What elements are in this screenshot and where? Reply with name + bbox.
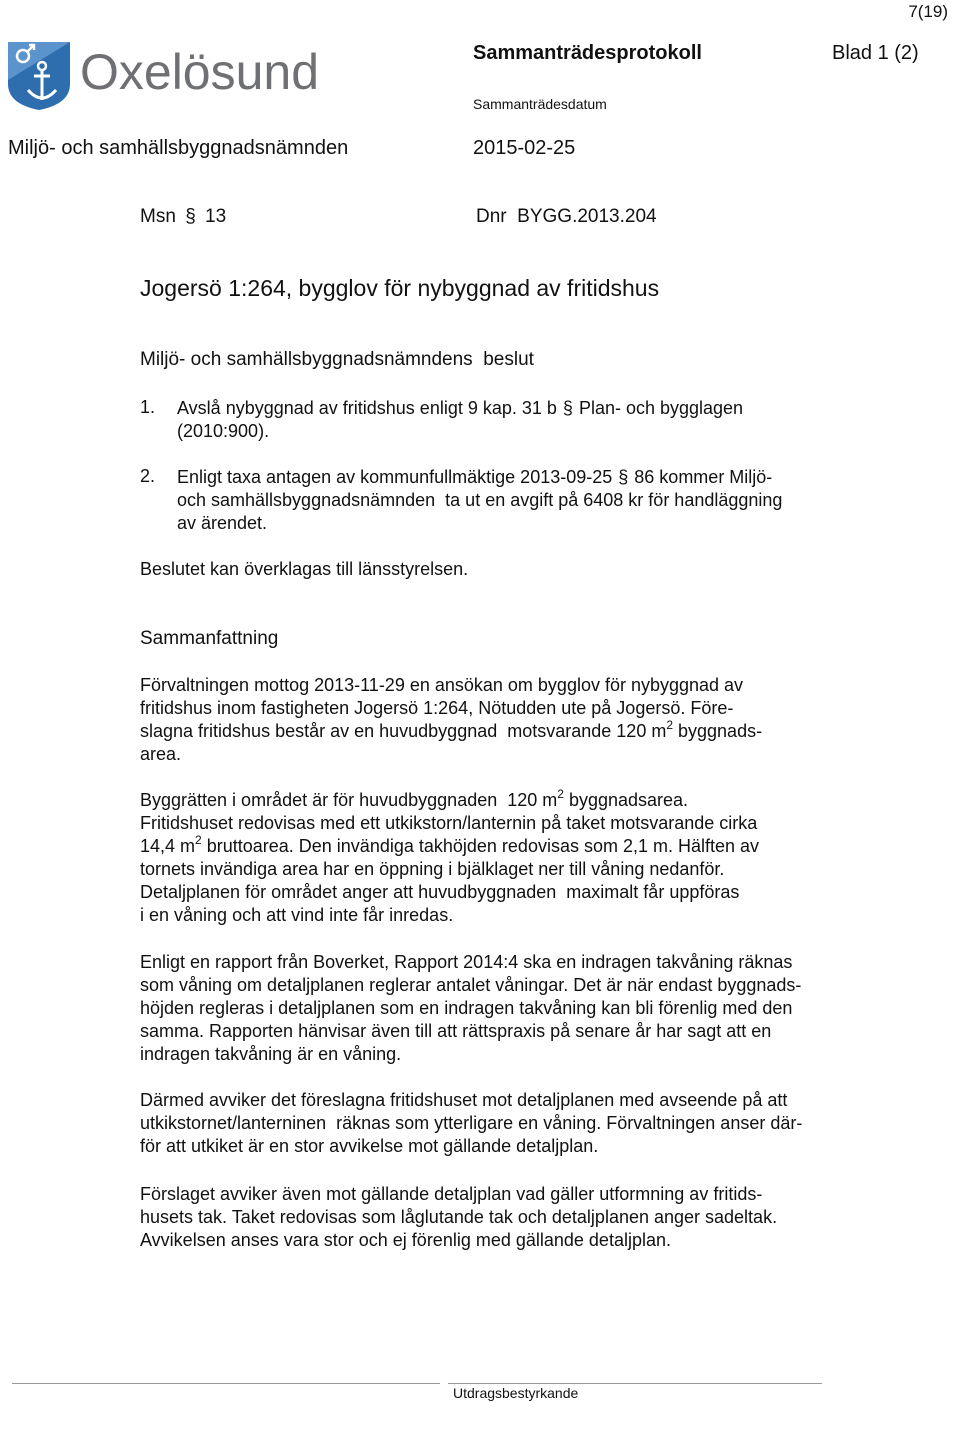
decision-item-text: Enligt taxa antagen av kommunfullmäktige 2013-09-25 (177, 467, 613, 487)
municipality-logo (6, 40, 326, 112)
text-line: som våning om detaljplanen reglerar antalet våningar. Det är när endast byggnads- (140, 975, 802, 995)
decision-item-number: 2. (140, 466, 156, 486)
text-line: tornets invändiga area har en öppning i bjälklaget ner till våning nedanför. (140, 859, 725, 879)
decision-item (177, 466, 877, 535)
summary-paragraph (140, 951, 870, 1066)
text-line (140, 835, 870, 858)
text-line: i en våning och att vind inte får inredas. (140, 905, 454, 925)
page-number: 7(19) (908, 2, 948, 21)
decision-item-text: av ärendet. (177, 513, 268, 533)
msn-number: 13 (205, 206, 227, 227)
meeting-date: 2015-02-25 (473, 137, 576, 159)
coat-of-arms-icon (6, 40, 72, 112)
text-line: Detaljplanen för området anger att huvudbyggnaden maximalt får uppföras (140, 882, 740, 902)
text-line: samma. Rapporten hänvisar även till att rättspraxis på senare år har sagt att en (140, 1021, 772, 1041)
summary-paragraph (140, 1183, 870, 1252)
text-span: Byggrätten i området är för huvudbyggnaden 120 m (140, 790, 558, 810)
text-line: Därmed avviker det föreslagna fritidshuset mot detaljplanen med avseende på att (140, 1090, 788, 1110)
text-span: byggnads- (673, 721, 763, 741)
text-line: Förslaget avviker även mot gällande detaljplan vad gäller utformning av fritids- (140, 1184, 763, 1204)
committee-name: Miljö- och samhällsbyggnadsnämnden (8, 137, 349, 159)
text-span: byggnadsarea. (563, 790, 689, 810)
appeal-notice: Beslutet kan överklagas till länsstyrelsen. (140, 559, 469, 579)
text-line: area. (140, 744, 182, 764)
decision-item-number: 1. (140, 397, 156, 417)
logo-wordmark: Oxelösund (80, 44, 320, 100)
text-line: Avvikelsen anses vara stor och ej förenlig med gällande detaljplan. (140, 1230, 671, 1250)
section-sign-icon: § (562, 398, 573, 418)
text-line: höjden regleras i detaljplanen som en indragen takvåning kan bli förenlig med den (140, 998, 793, 1018)
footer-rule (12, 1383, 440, 1384)
text-line: fritidshus inom fastigheten Jogersö 1:264, Nötudden ute på Jogersö. Före- (140, 698, 734, 718)
text-line: Enligt en rapport från Boverket, Rapport 2014:4 ska en indragen takvåning räknas (140, 952, 793, 972)
text-span: bruttoarea. Den invändiga takhöjden redovisas som 2,1 m. Hälften av (201, 836, 760, 856)
decision-item-text: (2010:900). (177, 421, 270, 441)
text-line: för att utkiket är en stor avvikelse mot gällande detaljplan. (140, 1136, 599, 1156)
superscript: 2 (666, 718, 674, 732)
text-line: indragen takvåning är en våning. (140, 1044, 402, 1064)
section-sign-icon: § (618, 467, 629, 487)
text-span: 14,4 m (140, 836, 196, 856)
footer-rule (448, 1383, 822, 1384)
decision-item-text: och samhällsbyggnadsnämnden ta ut en avgift på 6408 kr för handläggning (177, 490, 783, 510)
decision-item-text: 86 kommer Miljö- (634, 467, 773, 487)
decision-item-text: Plan- och bygglagen (578, 398, 744, 418)
text-span: slagna fritidshus består av en huvudbyggnad motsvarande 120 m (140, 721, 667, 741)
protocol-title: Sammanträdesprotokoll (473, 42, 702, 64)
case-title: Jogersö 1:264, bygglov för nybyggnad av fritidshus (140, 275, 660, 301)
diary-number: Dnr BYGG.2013.204 (476, 206, 657, 227)
text-line: husets tak. Taket redovisas som låglutande tak och detaljplanen anger sadeltak. (140, 1207, 778, 1227)
decision-item-text: Avslå nybyggnad av fritidshus enligt 9 kap. 31 b (177, 398, 557, 418)
text-line (140, 720, 870, 743)
text-line: utkikstornet/lanterninen räknas som ytterligare en våning. Förvaltningen anser där- (140, 1113, 803, 1133)
decision-heading: Miljö- och samhällsbyggnadsnämndens beslut (140, 349, 534, 370)
summary-paragraph (140, 674, 870, 766)
section-sign-icon: § (185, 206, 196, 227)
case-number (140, 206, 226, 228)
certification-label: Utdragsbestyrkande (453, 1385, 579, 1401)
text-line (140, 789, 870, 812)
superscript: 2 (195, 833, 202, 847)
msn-label: Msn (140, 206, 176, 227)
decision-item (177, 397, 877, 443)
text-line: Förvaltningen mottog 2013-11-29 en ansökan om bygglov för nybyggnad av (140, 675, 744, 695)
sheet-indicator: Blad 1 (2) (832, 42, 919, 64)
summary-paragraph (140, 1089, 870, 1158)
meeting-date-label: Sammanträdesdatum (473, 96, 607, 112)
text-line: Fritidshuset redovisas med ett utkikstorn/lanternin på taket motsvarande cirka (140, 813, 758, 833)
superscript: 2 (557, 787, 564, 801)
summary-paragraph (140, 789, 870, 927)
summary-heading: Sammanfattning (140, 628, 279, 649)
